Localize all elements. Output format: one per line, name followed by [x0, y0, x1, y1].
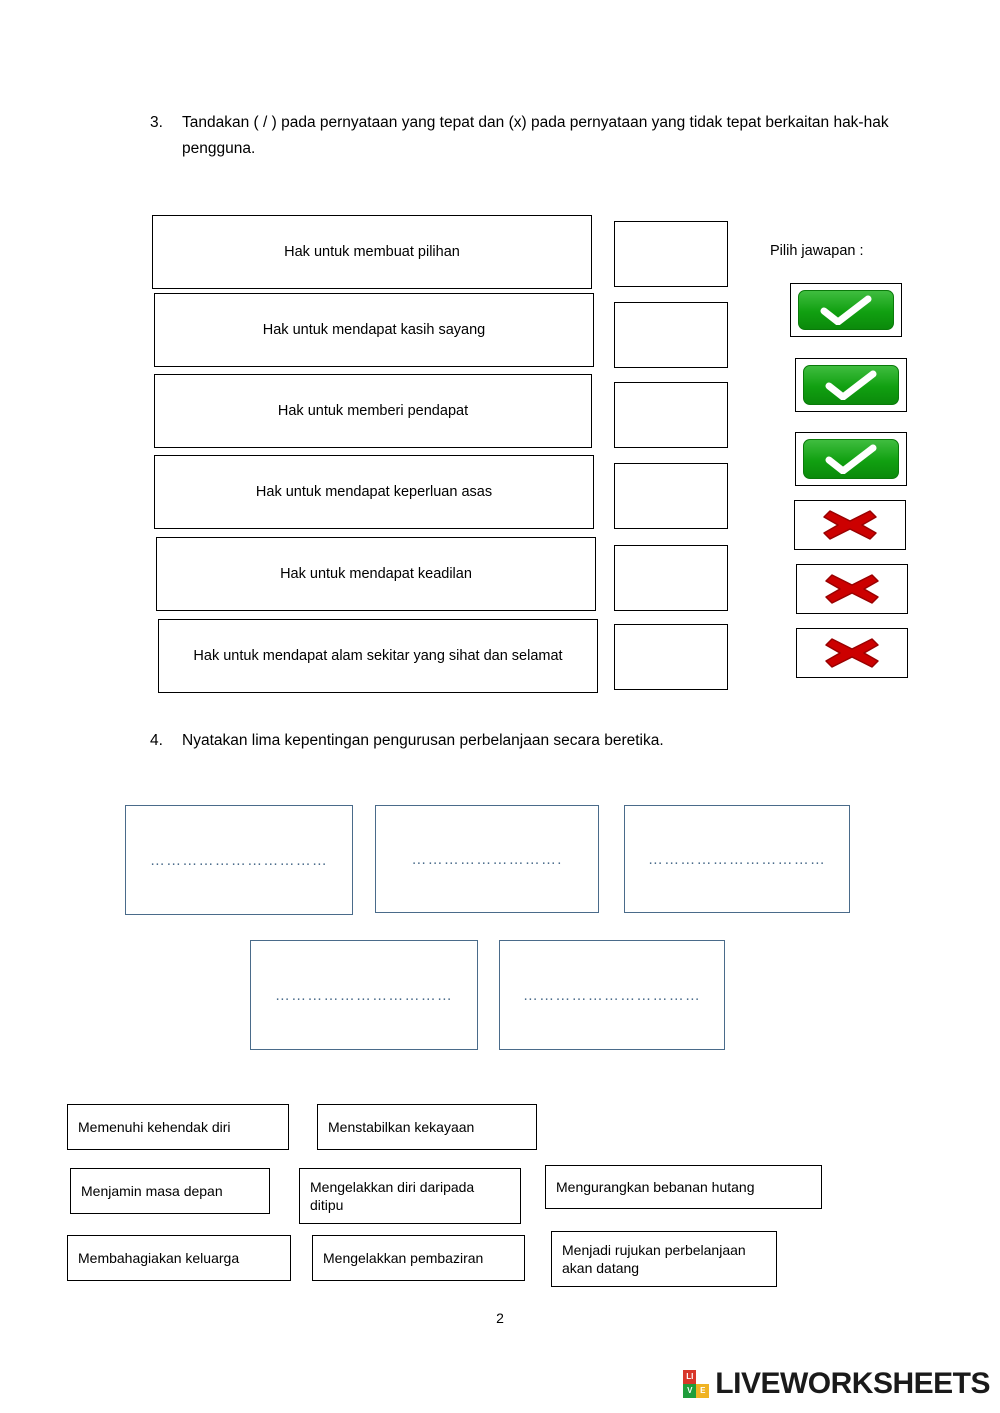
answer-blank-5-dots: ……………………………	[522, 986, 702, 1004]
question-3	[150, 110, 890, 162]
cross-icon	[809, 635, 895, 671]
choice-tile-tick-1[interactable]	[790, 283, 902, 337]
answer-blank-2-dots: ……………………….	[411, 850, 563, 868]
question-4-number: 4.	[150, 732, 163, 749]
page-number: 2	[496, 1310, 504, 1326]
choice-tile-tick-2[interactable]	[795, 358, 907, 412]
word-bank-item-4[interactable]: Mengelakkan diri daripada ditipu	[299, 1168, 521, 1224]
choice-tile-cross-1[interactable]	[794, 500, 906, 550]
word-bank-item-5[interactable]: Mengurangkan bebanan hutang	[545, 1165, 822, 1209]
choice-tile-tick-3[interactable]	[795, 432, 907, 486]
word-bank-item-2[interactable]: Menstabilkan kekayaan	[317, 1104, 537, 1150]
answer-blank-3-dots: ……………………………	[647, 850, 827, 868]
word-bank-item-7[interactable]: Mengelakkan pembaziran	[312, 1235, 525, 1281]
choice-tile-cross-2[interactable]	[796, 564, 908, 614]
answer-blank-1-dots: ……………………………	[149, 851, 329, 869]
question-3-statement-area	[150, 215, 890, 695]
word-bank-item-1[interactable]: Memenuhi kehendak diri	[67, 1104, 289, 1150]
statement-box-5: Hak untuk mendapat keadilan	[156, 537, 596, 611]
answer-drop-box-5[interactable]	[614, 545, 728, 611]
answer-drop-box-3[interactable]	[614, 382, 728, 448]
answer-blank-3[interactable]	[624, 805, 850, 913]
statement-box-1: Hak untuk membuat pilihan	[152, 215, 592, 289]
answer-blank-4[interactable]	[250, 940, 478, 1050]
answer-blank-5[interactable]	[499, 940, 725, 1050]
liveworksheets-wordmark: LIVEWORKSHEETS	[715, 1367, 990, 1400]
choices-label: Pilih jawapan :	[770, 243, 864, 259]
badge-e: E	[696, 1384, 709, 1398]
check-icon	[803, 365, 900, 404]
statement-box-2: Hak untuk mendapat kasih sayang	[154, 293, 594, 367]
badge-li: LI	[683, 1370, 696, 1384]
statement-box-6: Hak untuk mendapat alam sekitar yang sihat dan selamat	[158, 619, 598, 693]
answer-drop-box-2[interactable]	[614, 302, 728, 368]
question-3-text: Tandakan ( / ) pada pernyataan yang tepat dan (x) pada pernyataan yang tidak tepat berkaitan hak-hak pengguna.	[182, 114, 889, 157]
badge-v: V	[683, 1384, 696, 1398]
answer-drop-box-4[interactable]	[614, 463, 728, 529]
answer-drop-box-6[interactable]	[614, 624, 728, 690]
word-bank-item-3[interactable]: Menjamin masa depan	[70, 1168, 270, 1214]
word-bank-item-8[interactable]: Menjadi rujukan perbelanjaan akan datang	[551, 1231, 777, 1287]
statement-box-4: Hak untuk mendapat keperluan asas	[154, 455, 594, 529]
statement-box-3: Hak untuk memberi pendapat	[154, 374, 592, 448]
answer-drop-box-1[interactable]	[614, 221, 728, 287]
liveworksheets-badge-icon	[683, 1370, 709, 1398]
question-3-number: 3.	[150, 114, 163, 131]
cross-icon	[807, 507, 893, 543]
choice-tile-cross-3[interactable]	[796, 628, 908, 678]
word-bank-item-6[interactable]: Membahagiakan keluarga	[67, 1235, 291, 1281]
question-4-text: Nyatakan lima kepentingan pengurusan perbelanjaan secara beretika.	[182, 732, 664, 749]
answer-blank-2[interactable]	[375, 805, 599, 913]
liveworksheets-logo	[683, 1367, 990, 1401]
badge-blank	[696, 1370, 709, 1384]
check-icon	[798, 290, 895, 329]
cross-icon	[809, 571, 895, 607]
check-icon	[803, 439, 900, 478]
question-4	[150, 728, 910, 754]
answer-blank-1[interactable]	[125, 805, 353, 915]
answer-blank-4-dots: ……………………………	[274, 986, 454, 1004]
